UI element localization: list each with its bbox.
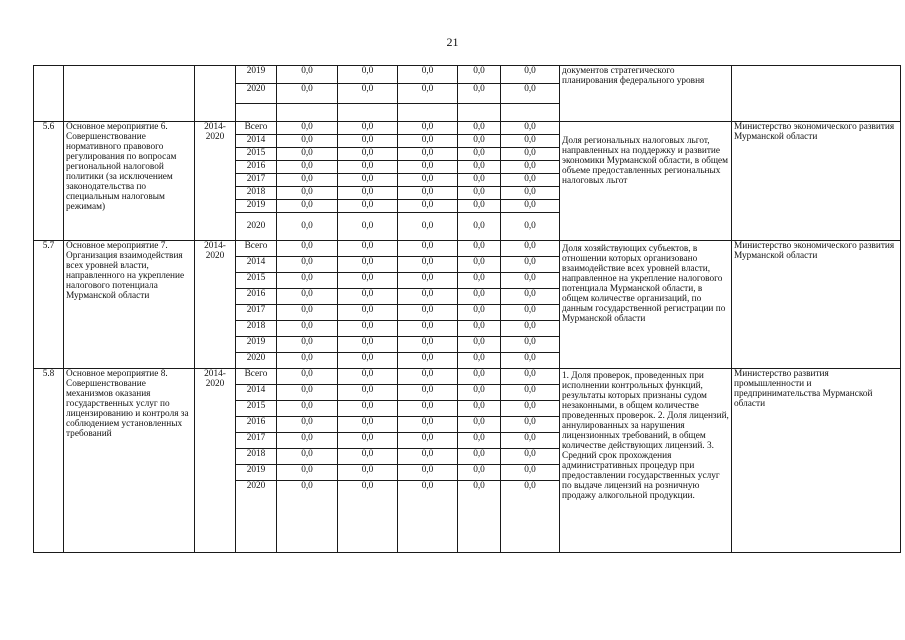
amount-cell: 0,0 [277,433,338,449]
amount-cell: 0,0 [501,337,560,353]
amount-cell: 0,0 [458,481,501,553]
amount-cell: 0,0 [277,481,338,553]
amount-cell: 0,0 [501,273,560,289]
year-cell: 2018 [236,187,277,200]
measure-number: 5.6 [34,122,64,241]
empty-cell [501,104,560,122]
amount-cell: 0,0 [277,241,338,257]
year-cell: 2018 [236,321,277,337]
year-cell: Всего [236,369,277,385]
table-row [34,241,901,257]
year-cell: 2016 [236,161,277,174]
amount-cell: 0,0 [501,84,560,104]
amount-cell: 0,0 [277,465,338,481]
amount-cell: 0,0 [277,84,338,104]
amount-cell: 0,0 [458,257,501,273]
year-cell: 2019 [236,337,277,353]
amount-cell: 0,0 [501,257,560,273]
amount-cell: 0,0 [398,174,458,187]
amount-cell: 0,0 [501,369,560,385]
empty-cell [236,104,277,122]
amount-cell: 0,0 [398,257,458,273]
amount-cell: 0,0 [398,148,458,161]
executor-cell [732,66,901,122]
amount-cell: 0,0 [458,289,501,305]
amount-cell: 0,0 [398,200,458,213]
program-measures-table [33,65,901,553]
amount-cell: 0,0 [398,417,458,433]
measure-executor: Министерство экономического развития Мурманской области [732,122,901,241]
amount-cell: 0,0 [501,135,560,148]
amount-cell: 0,0 [501,481,560,553]
amount-cell: 0,0 [458,433,501,449]
year-cell: 2015 [236,273,277,289]
amount-cell: 0,0 [458,241,501,257]
table-row [34,369,901,385]
amount-cell: 0,0 [398,465,458,481]
year-cell: 2017 [236,433,277,449]
amount-cell: 0,0 [501,200,560,213]
amount-cell: 0,0 [277,174,338,187]
amount-cell: 0,0 [458,200,501,213]
year-cell: 2019 [236,465,277,481]
amount-cell: 0,0 [501,187,560,200]
amount-cell: 0,0 [277,353,338,369]
amount-cell: 0,0 [338,401,398,417]
amount-cell: 0,0 [501,174,560,187]
amount-cell: 0,0 [277,66,338,84]
year-cell: 2016 [236,417,277,433]
amount-cell: 0,0 [277,449,338,465]
amount-cell: 0,0 [398,321,458,337]
measure-period: 2014-2020 [195,122,236,241]
amount-cell: 0,0 [338,161,398,174]
amount-cell: 0,0 [398,369,458,385]
amount-cell: 0,0 [338,122,398,135]
amount-cell: 0,0 [338,385,398,401]
amount-cell: 0,0 [501,401,560,417]
amount-cell: 0,0 [338,337,398,353]
amount-cell: 0,0 [398,122,458,135]
amount-cell: 0,0 [277,257,338,273]
amount-cell: 0,0 [398,337,458,353]
amount-cell: 0,0 [398,385,458,401]
amount-cell: 0,0 [338,148,398,161]
year-cell: 2020 [236,481,277,553]
year-cell: 2017 [236,174,277,187]
amount-cell: 0,0 [338,369,398,385]
amount-cell: 0,0 [501,289,560,305]
amount-cell: 0,0 [338,321,398,337]
amount-cell: 0,0 [501,449,560,465]
amount-cell: 0,0 [277,337,338,353]
year-cell: Всего [236,241,277,257]
amount-cell: 0,0 [398,66,458,84]
empty-cell [338,104,398,122]
year-cell: 2019 [236,66,277,84]
amount-cell: 0,0 [338,135,398,148]
measure-indicator: Доля региональных налоговых льгот, направленных на поддержку и развитие экономики Мурманской области, в общем объеме предоставленных региональных налоговых льгот [560,122,732,241]
amount-cell: 0,0 [501,161,560,174]
amount-cell: 0,0 [458,66,501,84]
amount-cell: 0,0 [458,417,501,433]
amount-cell: 0,0 [338,449,398,465]
measure-executor: Министерство развития промышленности и предпринимательства Мурманской области [732,369,901,553]
year-cell: Всего [236,122,277,135]
measure-indicator: 1. Доля проверок, проведенных при исполнении контрольных функций, результаты которых признаны судом незаконными, в общем количестве проведенных проверок. 2. Доля лицензий, аннулированных за нарушения лицензионных требований, в общем количестве действующих лицензий. 3. Средний срок прохождения административных процедур при предоставлении государственных услуг по выдаче лицензий на розничную продажу алкогольной продукции. [560,369,732,553]
amount-cell: 0,0 [398,289,458,305]
amount-cell: 0,0 [458,449,501,465]
empty-cell [398,104,458,122]
amount-cell: 0,0 [398,433,458,449]
amount-cell: 0,0 [398,449,458,465]
amount-cell: 0,0 [277,200,338,213]
amount-cell: 0,0 [398,161,458,174]
amount-cell: 0,0 [458,122,501,135]
amount-cell: 0,0 [458,135,501,148]
measure-indicator: Доля хозяйствующих субъектов, в отношении которых организовано взаимодействие всех уровней власти, направленное на укрепление налогового потенциала Мурманской области, в общем количестве организаций, по данным государственной регистрации по Мурманской области [560,241,732,369]
amount-cell: 0,0 [277,187,338,200]
year-cell: 2019 [236,200,277,213]
amount-cell: 0,0 [338,174,398,187]
indicator-cell: документов стратегического планирования федерального уровня [560,66,732,122]
year-cell: 2014 [236,385,277,401]
amount-cell: 0,0 [338,213,398,241]
amount-cell: 0,0 [277,305,338,321]
amount-cell: 0,0 [277,213,338,241]
measure-period: 2014-2020 [195,369,236,553]
amount-cell: 0,0 [458,148,501,161]
amount-cell: 0,0 [458,321,501,337]
amount-cell: 0,0 [277,401,338,417]
amount-cell: 0,0 [338,481,398,553]
amount-cell: 0,0 [398,84,458,104]
year-cell: 2015 [236,401,277,417]
amount-cell: 0,0 [277,122,338,135]
amount-cell: 0,0 [338,417,398,433]
amount-cell: 0,0 [338,289,398,305]
amount-cell: 0,0 [458,187,501,200]
amount-cell: 0,0 [338,84,398,104]
amount-cell: 0,0 [458,401,501,417]
amount-cell: 0,0 [277,273,338,289]
amount-cell: 0,0 [398,305,458,321]
amount-cell: 0,0 [458,273,501,289]
amount-cell: 0,0 [277,369,338,385]
amount-cell: 0,0 [277,417,338,433]
table-row [34,122,901,135]
measure-name-cell [64,66,195,122]
amount-cell: 0,0 [338,353,398,369]
amount-cell: 0,0 [501,353,560,369]
amount-cell: 0,0 [501,213,560,241]
year-cell: 2020 [236,84,277,104]
amount-cell: 0,0 [338,433,398,449]
year-cell: 2014 [236,257,277,273]
year-cell: 2014 [236,135,277,148]
amount-cell: 0,0 [458,174,501,187]
amount-cell: 0,0 [398,273,458,289]
amount-cell: 0,0 [501,148,560,161]
amount-cell: 0,0 [458,353,501,369]
amount-cell: 0,0 [501,417,560,433]
measure-number: 5.7 [34,241,64,369]
amount-cell: 0,0 [338,241,398,257]
amount-cell: 0,0 [277,148,338,161]
measure-name: Основное мероприятие 8. Совершенствование механизмов оказания государственных услуг по лицензированию и контроля за соблюдением установленных требований [64,369,195,553]
year-cell: 2017 [236,305,277,321]
amount-cell: 0,0 [458,337,501,353]
amount-cell: 0,0 [398,241,458,257]
amount-cell: 0,0 [501,465,560,481]
measure-executor: Министерство экономического развития Мурманской области [732,241,901,369]
amount-cell: 0,0 [398,135,458,148]
empty-cell [277,104,338,122]
amount-cell: 0,0 [398,353,458,369]
measure-name: Основное мероприятие 6. Совершенствование нормативного правового регулирования по вопросам региональной налоговой политики (за исключением законодательства по специальным налоговым режимам) [64,122,195,241]
amount-cell: 0,0 [338,273,398,289]
measure-number: 5.8 [34,369,64,553]
amount-cell: 0,0 [277,385,338,401]
amount-cell: 0,0 [398,213,458,241]
year-cell: 2018 [236,449,277,465]
period-cell [195,66,236,122]
year-cell: 2016 [236,289,277,305]
year-cell: 2020 [236,213,277,241]
amount-cell: 0,0 [398,187,458,200]
amount-cell: 0,0 [277,161,338,174]
amount-cell: 0,0 [458,84,501,104]
amount-cell: 0,0 [458,305,501,321]
amount-cell: 0,0 [277,321,338,337]
amount-cell: 0,0 [458,385,501,401]
amount-cell: 0,0 [338,200,398,213]
amount-cell: 0,0 [501,321,560,337]
number-cell [34,66,64,122]
empty-cell [458,104,501,122]
amount-cell: 0,0 [458,161,501,174]
amount-cell: 0,0 [458,465,501,481]
amount-cell: 0,0 [338,305,398,321]
amount-cell: 0,0 [338,257,398,273]
amount-cell: 0,0 [338,187,398,200]
amount-cell: 0,0 [277,135,338,148]
amount-cell: 0,0 [277,289,338,305]
amount-cell: 0,0 [458,369,501,385]
amount-cell: 0,0 [501,433,560,449]
amount-cell: 0,0 [398,401,458,417]
year-cell: 2020 [236,353,277,369]
measure-period: 2014-2020 [195,241,236,369]
amount-cell: 0,0 [501,66,560,84]
amount-cell: 0,0 [501,241,560,257]
year-cell: 2015 [236,148,277,161]
amount-cell: 0,0 [458,213,501,241]
page-number: 21 [446,35,459,49]
amount-cell: 0,0 [338,66,398,84]
amount-cell: 0,0 [501,122,560,135]
measure-name: Основное мероприятие 7. Организация взаимодействия всех уровней власти, направленного на укрепление налогового потенциала Мурманской области [64,241,195,369]
amount-cell: 0,0 [501,385,560,401]
table-row [34,66,901,84]
amount-cell: 0,0 [338,465,398,481]
amount-cell: 0,0 [398,481,458,553]
amount-cell: 0,0 [501,305,560,321]
